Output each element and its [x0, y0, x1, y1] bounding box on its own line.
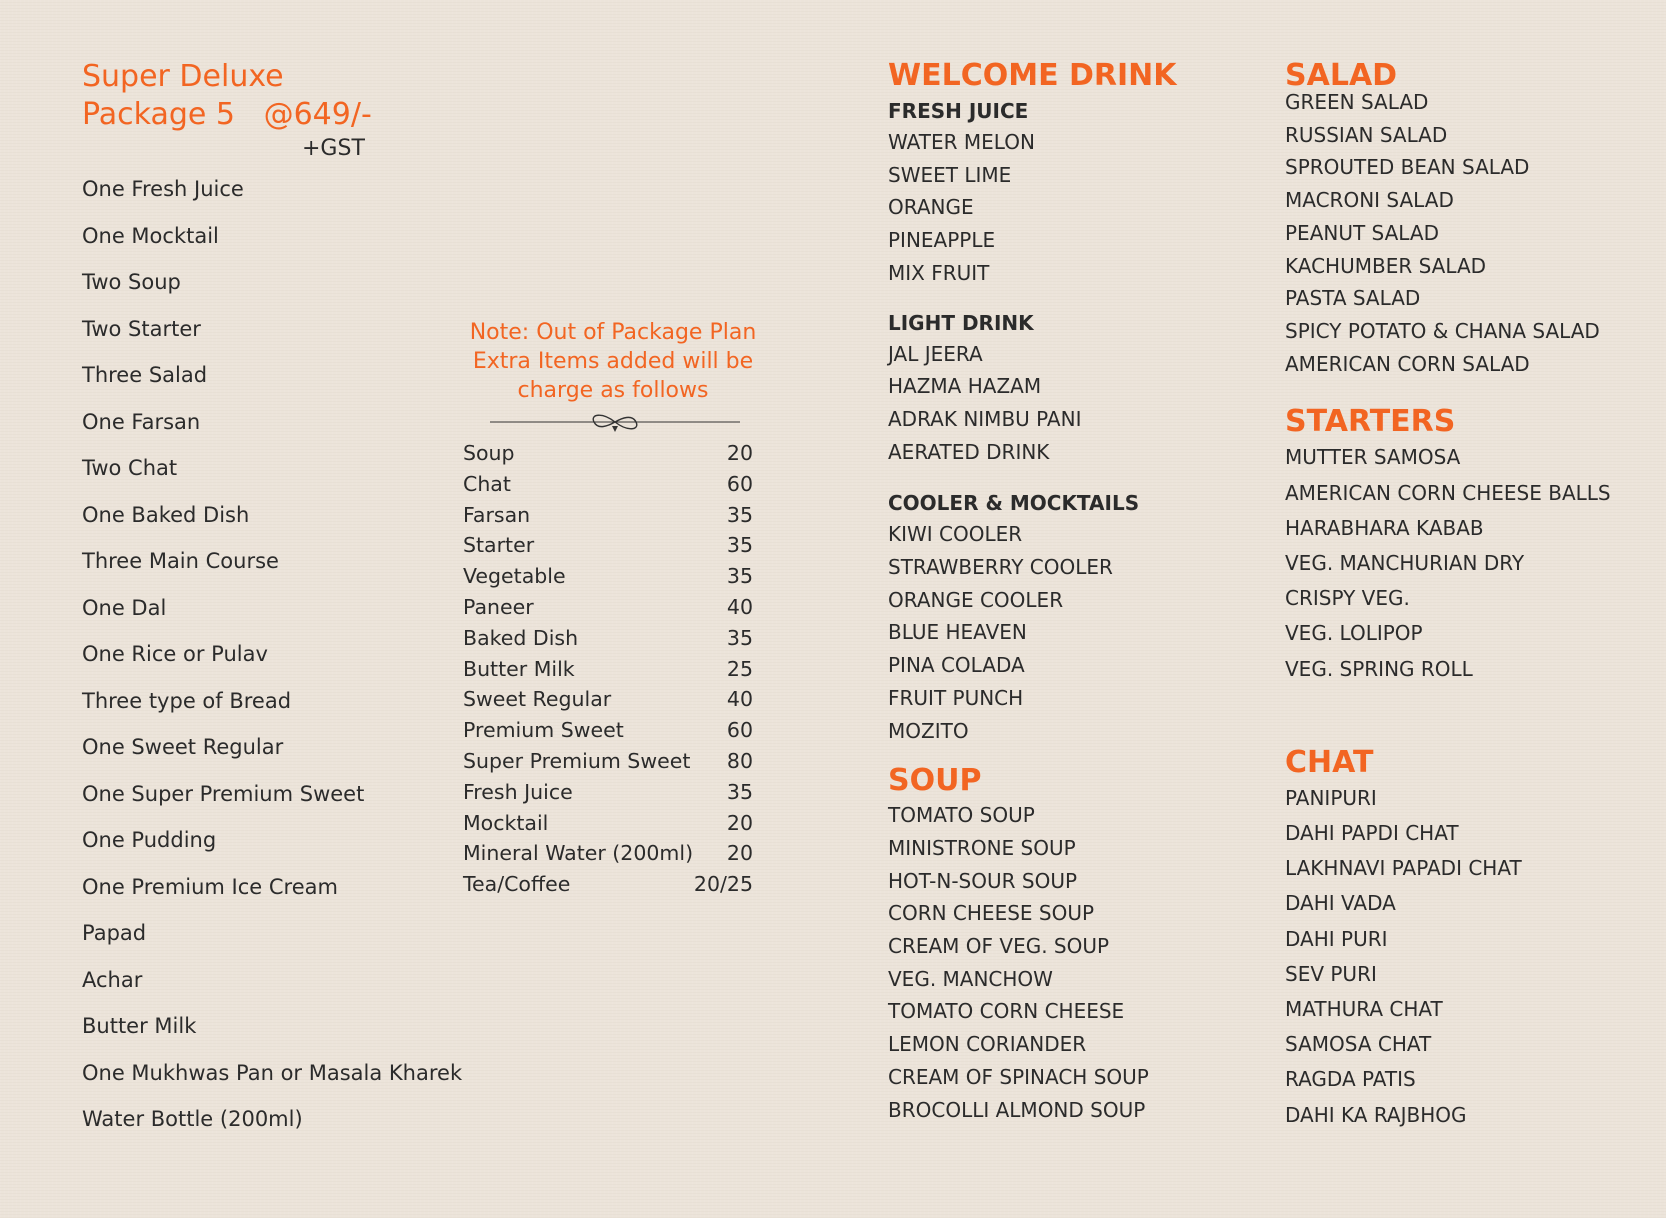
package-item: One Rice or Pulav	[82, 642, 268, 666]
package-item: One Mocktail	[82, 223, 219, 248]
menu-item: ORANGE COOLER	[888, 587, 1064, 612]
package-item: Water Bottle (200ml)	[82, 1107, 303, 1131]
menu-item: BLUE HEAVEN	[888, 620, 1027, 645]
extras-item-price: 35	[726, 502, 753, 527]
package-item: Papad	[82, 921, 147, 945]
extras-note	[458, 318, 768, 405]
menu-item: WATER MELON	[888, 130, 1035, 154]
menu-item: VEG. LOLIPOP	[1285, 621, 1423, 646]
column-drinks-soup	[888, 58, 1228, 1126]
menu-item: MACRONI SALAD	[1285, 188, 1454, 213]
menu-item: VEG. MANCHURIAN DRY	[1285, 550, 1525, 575]
menu-item: HOT-N-SOUR SOUP	[888, 868, 1078, 893]
menu-item: AMERICAN CORN SALAD	[1285, 351, 1530, 376]
extras-item-price: 60	[726, 718, 753, 743]
package-item: Butter Milk	[82, 1014, 197, 1038]
package-item: One Fresh Juice	[82, 177, 244, 201]
extras-row	[463, 592, 753, 623]
package-item: Three Main Course	[82, 549, 279, 573]
note-line2: Extra Items added will be	[472, 349, 754, 374]
section-title-salad: SALAD	[1285, 58, 1398, 93]
package-item: One Farsan	[82, 409, 201, 434]
menu-item: KIWI COOLER	[888, 522, 1023, 547]
extras-item-price: 60	[726, 471, 753, 496]
menu-item: DAHI KA RAJBHOG	[1285, 1102, 1467, 1127]
menu-item: SEV PURI	[1285, 961, 1377, 986]
extras-item-name: Butter Milk	[463, 656, 575, 681]
column-salad-starters-chat	[1285, 58, 1655, 1133]
extras-item-price: 35	[726, 564, 753, 589]
extras-item-price: 40	[726, 687, 753, 712]
menu-item: STRAWBERRY COOLER	[888, 555, 1113, 580]
menu-item: MATHURA CHAT	[1285, 996, 1443, 1021]
extras-item-name: Super Premium Sweet	[463, 748, 691, 773]
package-title-line2: Package 5 @649/-	[82, 97, 372, 132]
fresh-juice-list	[888, 126, 1228, 290]
extras-row	[463, 715, 753, 746]
subsection-title-fresh-juice: FRESH JUICE	[888, 99, 1029, 123]
extras-row	[463, 654, 753, 685]
extras-item-price: 25	[726, 656, 753, 681]
extras-item-name: Soup	[463, 441, 515, 465]
menu-item: JAL JEERA	[888, 341, 983, 366]
menu-item: RAGDA PATIS	[1285, 1067, 1416, 1092]
package-item: Three Salad	[82, 363, 208, 387]
menu-item: RUSSIAN SALAD	[1285, 122, 1448, 147]
package-item: Two Chat	[82, 456, 178, 480]
menu-item: SPROUTED BEAN SALAD	[1285, 155, 1530, 180]
extras-item-name: Tea/Coffee	[463, 872, 571, 897]
menu-item: CREAM OF VEG. SOUP	[888, 934, 1110, 959]
extras-row	[463, 746, 753, 777]
extras-row	[463, 869, 753, 900]
menu-item: PINA COLADA	[888, 653, 1025, 678]
menu-item: TOMATO SOUP	[888, 803, 1035, 828]
extras-price-list	[463, 438, 753, 900]
package-item: Two Soup	[82, 270, 181, 294]
extras-item-price: 80	[726, 748, 753, 773]
package-item: Two Starter	[82, 316, 201, 341]
menu-item: DAHI PURI	[1285, 926, 1388, 951]
extras-item-price: 35	[726, 625, 753, 650]
section-title-welcome-drink: WELCOME DRINK	[888, 58, 1177, 93]
cooler-list	[888, 518, 1228, 747]
extras-item-name: Sweet Regular	[463, 687, 612, 712]
package-item: One Super Premium Sweet	[82, 781, 365, 806]
menu-item: DAHI VADA	[1285, 891, 1396, 916]
extras-item-name: Mineral Water (200ml)	[463, 841, 694, 866]
note-line1: Note: Out of Package Plan	[469, 320, 757, 345]
package-item: Achar	[82, 967, 143, 992]
extras-item-name: Vegetable	[463, 564, 566, 589]
extras-row	[463, 684, 753, 715]
menu-item: ORANGE	[888, 195, 974, 220]
package-title	[82, 58, 382, 134]
menu-item: SWEET LIME	[888, 162, 1012, 187]
package-item: One Mukhwas Pan or Masala Kharek	[82, 1060, 463, 1085]
menu-item: PANIPURI	[1285, 785, 1377, 810]
menu-item: LEMON CORIANDER	[888, 1032, 1087, 1057]
extras-item-price: 20	[726, 441, 753, 465]
menu-item: LAKHNAVI PAPADI CHAT	[1285, 856, 1522, 881]
package-title-line1: Super Deluxe	[82, 59, 284, 94]
salad-list	[1285, 86, 1655, 380]
menu-item: BROCOLLI ALMOND SOUP	[888, 1097, 1146, 1122]
menu-item: HAZMA HAZAM	[888, 374, 1042, 399]
subsection-title-cooler-mocktails: COOLER & MOCKTAILS	[888, 491, 1140, 516]
chat-list	[1285, 781, 1655, 1133]
extras-row	[463, 469, 753, 500]
soup-list	[888, 799, 1228, 1126]
ornament-divider	[490, 410, 740, 436]
extras-item-price: 35	[726, 533, 753, 558]
menu-item: FRUIT PUNCH	[888, 685, 1024, 710]
light-drink-list	[888, 338, 1228, 469]
menu-item: CORN CHEESE SOUP	[888, 901, 1095, 926]
menu-item: VEG. SPRING ROLL	[1285, 656, 1473, 681]
extras-item-name: Premium Sweet	[463, 718, 624, 743]
menu-item: PASTA SALAD	[1285, 286, 1421, 311]
package-item: One Sweet Regular	[82, 735, 284, 759]
subsection-title-light-drink: LIGHT DRINK	[888, 310, 1034, 335]
menu-item: TOMATO CORN CHEESE	[888, 999, 1125, 1024]
menu-item: MINISTRONE SOUP	[888, 835, 1076, 860]
extras-row	[463, 623, 753, 654]
menu-item: DAHI PAPDI CHAT	[1285, 820, 1459, 845]
menu-item: PINEAPPLE	[888, 228, 996, 253]
extras-item-name: Farsan	[463, 502, 531, 527]
menu-item: HARABHARA KABAB	[1285, 515, 1484, 540]
extras-item-name: Paneer	[463, 594, 534, 619]
extras-row	[463, 500, 753, 531]
package-items-list	[82, 172, 462, 1149]
package-item: Three type of Bread	[82, 688, 292, 713]
section-title-soup: SOUP	[888, 763, 982, 799]
menu-item: AERATED DRINK	[888, 439, 1050, 464]
menu-item: SPICY POTATO & CHANA SALAD	[1285, 318, 1600, 343]
menu-item: GREEN SALAD	[1285, 90, 1429, 114]
extras-item-name: Chat	[463, 471, 511, 496]
extras-item-name: Baked Dish	[463, 625, 579, 650]
menu-item: MIX FRUIT	[888, 260, 990, 285]
extras-row	[463, 438, 753, 469]
menu-item: MUTTER SAMOSA	[1285, 445, 1461, 470]
starters-list	[1285, 440, 1655, 686]
extras-item-price: 20/25	[693, 872, 753, 897]
menu-item: VEG. MANCHOW	[888, 966, 1053, 991]
menu-item: PEANUT SALAD	[1285, 220, 1439, 245]
menu-item: CREAM OF SPINACH SOUP	[888, 1064, 1149, 1089]
menu-item: AMERICAN CORN CHEESE BALLS	[1285, 480, 1611, 505]
extras-item-price: 40	[726, 594, 753, 619]
menu-item: ADRAK NIMBU PANI	[888, 406, 1082, 431]
package-item: One Baked Dish	[82, 502, 250, 527]
extras-row	[463, 530, 753, 561]
menu-item: MOZITO	[888, 718, 969, 743]
extras-item-name: Mocktail	[463, 810, 549, 835]
extras-item-price: 20	[726, 810, 753, 835]
extras-item-name: Fresh Juice	[463, 779, 573, 804]
package-item: One Pudding	[82, 828, 217, 852]
menu-item: KACHUMBER SALAD	[1285, 253, 1487, 278]
extras-row	[463, 838, 753, 869]
section-title-chat: CHAT	[1285, 744, 1374, 780]
extras-row	[463, 808, 753, 839]
extras-row	[463, 561, 753, 592]
menu-item: CRISPY VEG.	[1285, 586, 1410, 611]
extras-item-price: 20	[726, 841, 753, 866]
menu-item: SAMOSA CHAT	[1285, 1032, 1432, 1057]
package-gst: +GST	[302, 136, 365, 161]
extras-item-name: Starter	[463, 533, 535, 558]
extras-row	[463, 777, 753, 808]
section-title-starters: STARTERS	[1285, 404, 1456, 440]
package-item: One Dal	[82, 595, 167, 620]
note-line3: charge as follows	[517, 378, 709, 403]
extras-item-price: 35	[726, 779, 753, 804]
package-item: One Premium Ice Cream	[82, 874, 338, 899]
